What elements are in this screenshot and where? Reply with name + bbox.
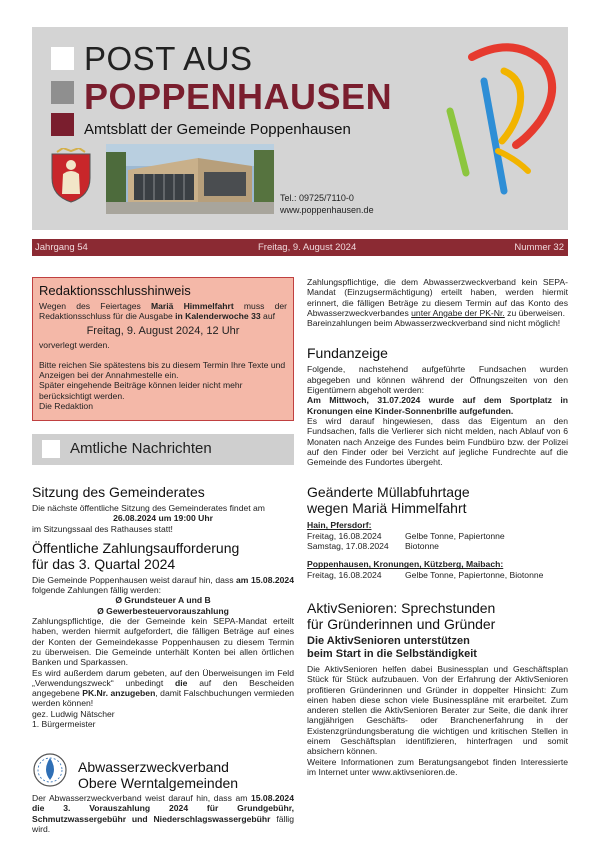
abwasser-text: Der Abwasserzweckverband weist darauf hin, dass am 15.08.2024 die 3. Vorauszahlung 2024 für Grundgebühr, Schmutzwassergebühr und Niederschlagswassergebühr fällig wird. (32, 793, 294, 834)
issue-info-bar (32, 239, 568, 256)
fund-text: Am Mittwoch, 31.07.2024 wurde auf dem Sportplatz in Kronungen eine Kinder-Sonnenbrille aufgefunden. (307, 395, 568, 416)
table-cell: Biotonne (405, 541, 439, 552)
coat-of-arms-icon (49, 148, 93, 204)
contact-phone: Tel.: 09725/7110-0 (280, 193, 354, 203)
abwasser-title: Obere Werntalgemeinden (78, 775, 239, 791)
poppenhausen-logo-icon (444, 41, 564, 201)
abwasser-logo-icon (32, 752, 68, 788)
town-hall-photo (106, 144, 274, 214)
zahlung-text: Die Gemeinde Poppenhausen weist darauf hin, dass am 15.08.2024 folgende Zahlungen fällig werden: (32, 574, 294, 596)
aktiv-title: AktivSenioren: Sprechstunden (307, 599, 496, 616)
table-cell: Freitag, 16.08.2024 (307, 569, 382, 580)
sitzung-text: im Sitzungssaal des Rathauses statt! (32, 523, 173, 534)
contact-web[interactable]: www.poppenhausen.de (280, 205, 374, 215)
zahlung-title: Öffentliche Zahlungsaufforderung (32, 539, 240, 556)
muell-table (307, 570, 543, 580)
zahlung-title: für das 3. Quartal 2024 (32, 555, 176, 572)
notice-title: Redaktionsschlusshinweis (39, 283, 191, 298)
right-column (307, 277, 568, 777)
notice-signature: Die Redaktion (39, 401, 93, 412)
zahlung-text: Es wird außerdem darum gebeten, auf den Überweisungen im Feld „Verwendungszweck“ unbedingt die auf den Bescheiden angegebene PK.Nr. anzugeben, damit Falschbuchungen vermieden werden können! (32, 667, 294, 709)
table-cell: Gelbe Tonne, Papiertonne, Biotonne (405, 569, 544, 580)
editorial-deadline-notice (32, 277, 294, 421)
sitzung-date: 26.08.2024 um 19:00 Uhr (113, 513, 213, 524)
muell-group: Poppenhausen, Kronungen, Kützberg, Maibach: (307, 559, 504, 570)
muell-title: Geänderte Müllabfuhrtage (307, 484, 470, 501)
zahlung-item: Ø Grundsteuer A und B (115, 595, 211, 606)
issue-number: Nummer 32 (514, 242, 564, 253)
abwasser-heading (78, 759, 294, 791)
notice-text: vorverlegt werden. (39, 339, 110, 350)
abwasser-title: Abwasserzweckverband (78, 759, 229, 775)
zahlung-signature: gez. Ludwig Nätscher (32, 708, 115, 719)
issue-date: Freitag, 9. August 2024 (258, 242, 357, 253)
muell-table (307, 531, 505, 552)
left-column (32, 484, 294, 729)
aktiv-text: Die AktivSenioren helfen dabei Businessplan und Geschäftsplan Stück für Stück aufzubauen. Von der Erfahrung der AktivSenioren profitieren Gründerinnen und Gründer in doppelter Hinsicht: Zum einen haben diese schon viele Businesspläne mit erarbeitet. Zum anderen stellen die AktivSenioren Berater zur Seite, die dank ihrer langjährigen Geschäfts- oder Branchenerfahrung in der Existenzgründungsberatung die wichtigen und kritischen Stellen in einem Geschäftsplan identifizieren, hinterfragen und somit absichern können. (307, 663, 568, 757)
table-row (307, 570, 543, 580)
aktiv-subtitle: Die AktivSenioren unterstützen (307, 634, 470, 647)
title-line2: POPPENHAUSEN (84, 76, 393, 117)
zahlung-signature: 1. Bürgermeister (32, 719, 96, 730)
sitzung-title: Sitzung des Gemeinderates (32, 484, 205, 500)
table-row (307, 541, 505, 551)
notice-deadline: Freitag, 9. August 2024, 12 Uhr (86, 324, 240, 337)
table-cell: Gelbe Tonne, Papiertonne (405, 530, 505, 541)
zahlung-item: Ø Gewerbesteuervorauszahlung (97, 605, 229, 616)
aktiv-title: für Gründerinnen und Gründer (307, 615, 496, 632)
masthead-square-grey (51, 81, 74, 104)
table-cell: Samstag, 17.08.2024 (307, 541, 389, 552)
section-title: Amtliche Nachrichten (70, 440, 212, 457)
aktiv-text: Weitere Informationen zum Beratungsangebot finden Interessierte im Internet unter www.aktivsenioren.de. (307, 756, 568, 777)
notice-text: Bitte reichen Sie spätestens bis zu diesem Termin Ihre Texte und Anzeigen bei der Annahmestelle ein. (39, 359, 286, 381)
muell-title: wegen Mariä Himmelfahrt (307, 500, 467, 517)
masthead-square-red (51, 113, 74, 136)
table-row (307, 531, 505, 541)
abwasser-continued: Zahlungspflichtige, die dem Abwasserzweckverband kein SEPA-Mandat (Einzugsermächtigung) erteilt haben, werden hiermit erinnert, die fälligen Beträge zu diesem Termin auf das Konto des Abwasserzweckverbandes unter Angabe der PK-Nr. zu überweisen. (307, 277, 568, 318)
zahlung-text: Zahlungspflichtige, die der Gemeinde kein SEPA-Mandat erteilt haben, werden hiermit aufgefordert, die fälligen Beträge auf eines der Konten der Gemeindekasse Poppenhausen zu diesem Termin zu überweisen. Die Gemeinde unterhält Konten bei allen örtlichen Banken und Sparkassen. (32, 616, 294, 668)
notice-text: Wegen des Feiertages Mariä Himmelfahrt muss der Redaktionsschluss für die Ausgabe in Kalenderwoche 33 auf (39, 301, 287, 322)
fund-title: Fundanzeige (307, 345, 388, 362)
title-line1: POST AUS (84, 40, 253, 77)
abwasser-continued: Bareinzahlungen beim Abwasserzweckverband sind nicht möglich! (307, 318, 561, 329)
table-cell: Freitag, 16.08.2024 (307, 530, 382, 541)
sitzung-text: Die nächste öffentliche Sitzung des Gemeinderates findet am (32, 503, 265, 513)
fund-text: Folgende, nachstehend aufgeführte Fundsachen wurden abgegeben und können während der Öffnungszeiten von den Eigentümern abgeholt werden: (307, 364, 568, 396)
notice-text: Später eingehende Beiträge können leider nicht mehr berücksichtigt werden. (39, 380, 243, 401)
muell-group: Hain, Pfersdorf: (307, 520, 372, 531)
fund-text: Es wird darauf hingewiesen, dass das Eigentum an den Fundsachen, falls die Verlierer sich nicht melden, nach Ablauf von 6 Monaten nach Anzeige des Fundes beim Fundbüro bzw. der Polizei auf den Finder oder bei Verzicht auf jegliche Fundrechte auf die Gemeinde des Fundortes übergeht. (307, 415, 568, 468)
aktiv-subtitle: beim Start in die Selbständigkeit (307, 647, 477, 660)
masthead (32, 27, 568, 230)
masthead-subtitle: Amtsblatt der Gemeinde Poppenhausen (84, 121, 351, 138)
masthead-square-white (51, 47, 74, 70)
section-square-icon (42, 440, 60, 458)
section-bar-amtliche (32, 434, 294, 465)
issue-volume: Jahrgang 54 (35, 242, 88, 253)
